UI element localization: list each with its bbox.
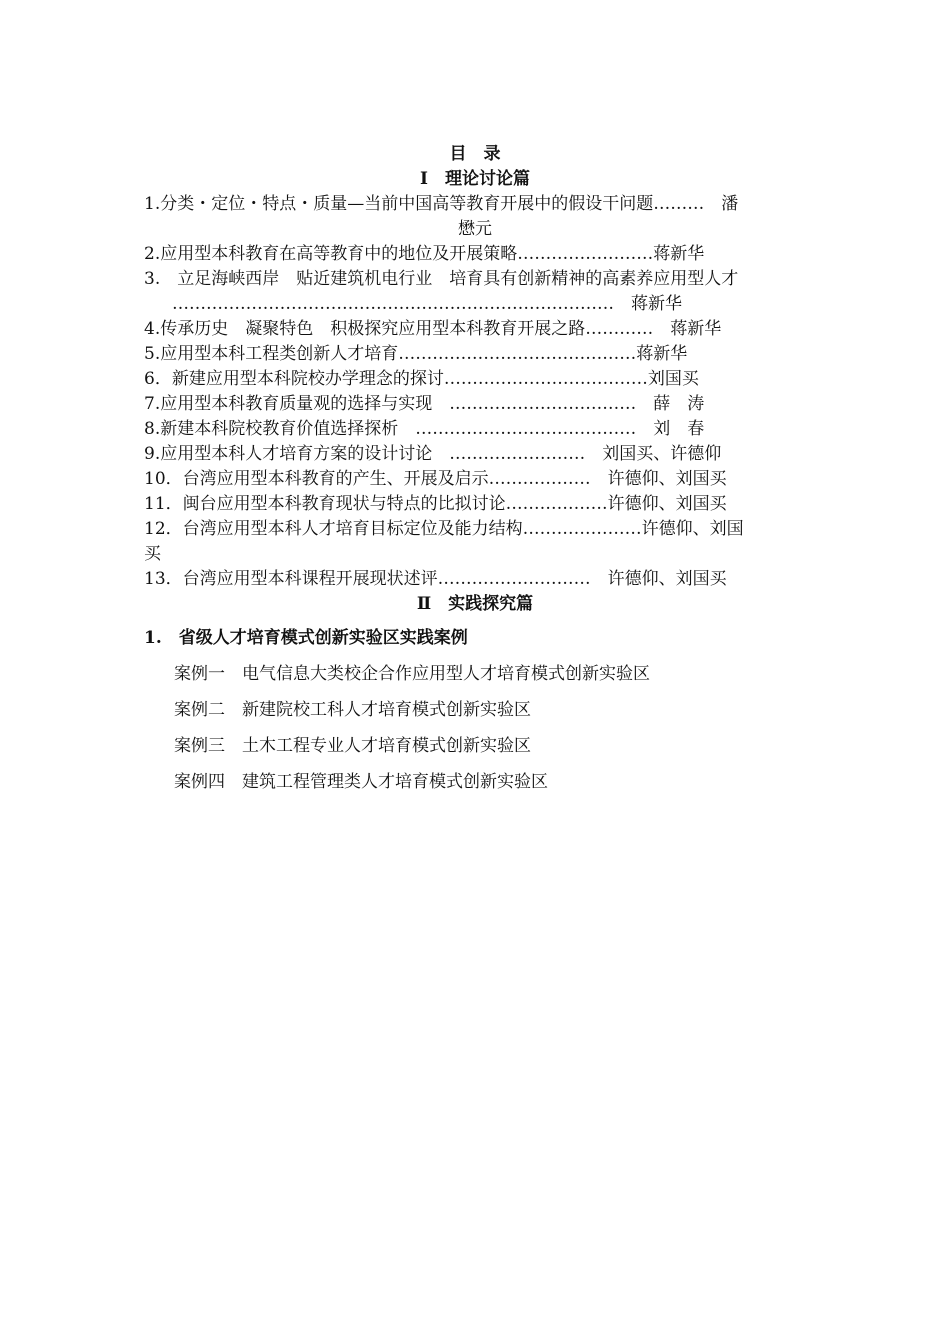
toc-entry-12: 12．台湾应用型本科人才培育目标定位及能力结构…………………许德仰、刘国	[144, 519, 744, 539]
toc-entry-3: 3. 立足海峡西岸 贴近建筑机电行业 培育具有创新精神的高素养应用型人才	[144, 269, 739, 289]
toc-entry-7: 7.应用型本科教育质量观的选择与实现 …………………………… 薛 涛	[144, 394, 705, 414]
toc-entry-12-wrap: 买	[144, 544, 161, 564]
case-item-4: 案例四 建筑工程管理类人才培育模式创新实验区	[174, 772, 548, 792]
toc-title: 目 录	[449, 144, 501, 164]
toc-entry-13: 13．台湾应用型本科课程开展现状述评……………………… 许德仰、刘国买	[144, 569, 727, 589]
toc-entry-5: 5.应用型本科工程类创新人才培育……………………………………蒋新华	[144, 344, 688, 364]
part2-heading: Ⅱ 实践探究篇	[416, 594, 534, 614]
toc-entry-3-wrap: …………………………………………………………………… 蒋新华	[172, 294, 682, 314]
toc-entry-6: 6．新建应用型本科院校办学理念的探讨………………………………刘国买	[144, 369, 699, 389]
toc-entry-1-wrap: 懋元	[458, 219, 492, 239]
toc-entry-8: 8.新建本科院校教育价值选择探析 ………………………………… 刘 春	[144, 419, 705, 439]
toc-entry-2: 2.应用型本科教育在高等教育中的地位及开展策略……………………蒋新华	[144, 244, 705, 264]
toc-entry-1: 1.分类・定位・特点・质量—当前中国高等教育开展中的假设干问题……… 潘	[144, 194, 739, 214]
part1-heading: Ⅰ 理论讨论篇	[420, 169, 530, 189]
toc-entry-4: 4.传承历史 凝聚特色 积极探究应用型本科教育开展之路………… 蒋新华	[144, 319, 722, 339]
toc-entry-11: 11．闽台应用型本科教育现状与特点的比拟讨论………………许德仰、刘国买	[144, 494, 727, 514]
case-item-1: 案例一 电气信息大类校企合作应用型人才培育模式创新实验区	[174, 664, 650, 684]
part2-section-title: 1. 省级人才培育模式创新实验区实践案例	[144, 628, 468, 648]
toc-entry-10: 10．台湾应用型本科教育的产生、开展及启示……………… 许德仰、刘国买	[144, 469, 727, 489]
toc-entry-9: 9.应用型本科人才培育方案的设计讨论 …………………… 刘国买、许德仰	[144, 444, 722, 464]
case-item-3: 案例三 土木工程专业人才培育模式创新实验区	[174, 736, 531, 756]
case-item-2: 案例二 新建院校工科人才培育模式创新实验区	[174, 700, 531, 720]
